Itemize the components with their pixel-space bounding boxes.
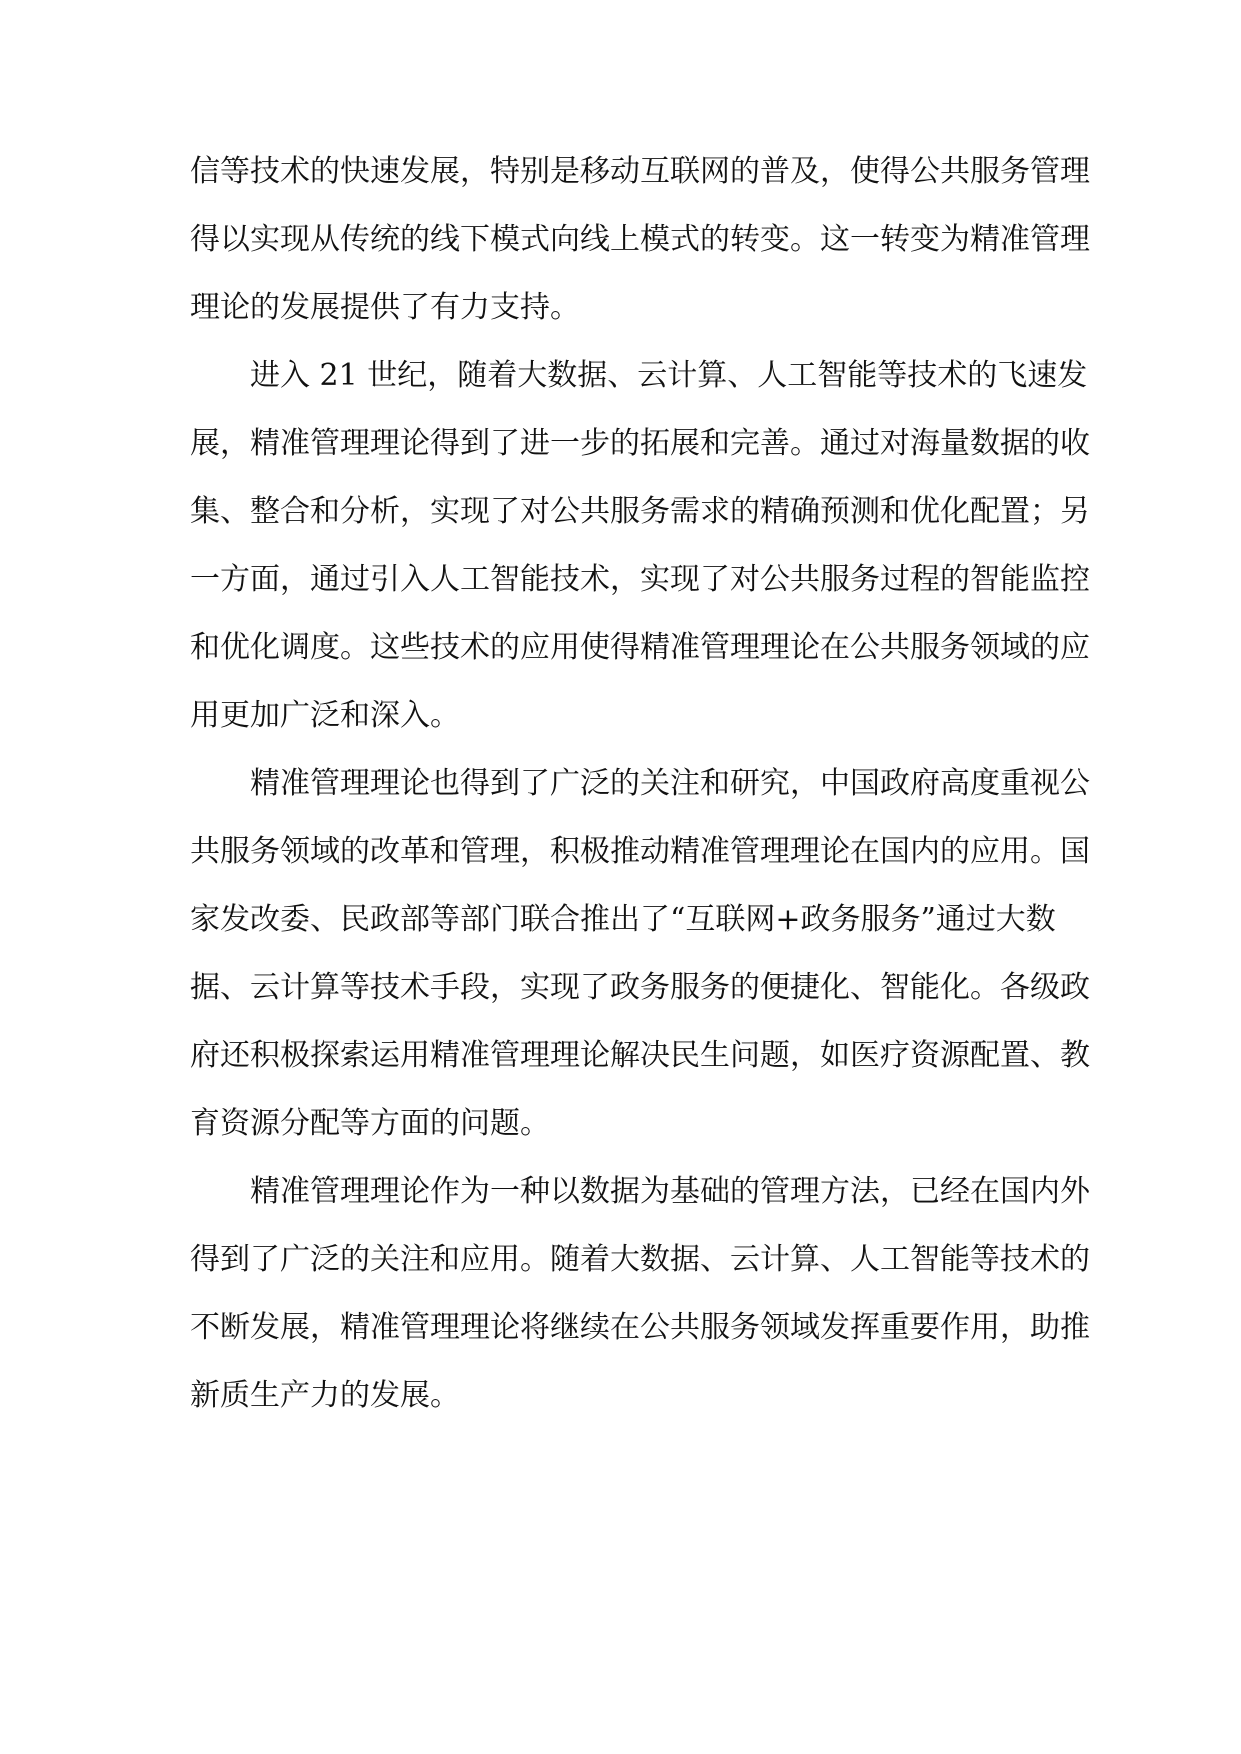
- text-line: 家发改委、民政部等部门联合推出了“互联网+政务服务”通过大数: [190, 902, 1056, 937]
- text-line: 用更加广泛和深入。: [190, 698, 460, 733]
- text-line: 展，精准管理理论得到了进一步的拓展和完善。通过对海量数据的收: [190, 426, 1090, 461]
- paragraph-2: [190, 342, 1090, 750]
- text-line: 不断发展，精准管理理论将继续在公共服务领域发挥重要作用，助推: [190, 1310, 1090, 1345]
- text-line: 和优化调度。这些技术的应用使得精准管理理论在公共服务领域的应: [190, 630, 1090, 665]
- text-line: 理论的发展提供了有力支持。: [190, 290, 580, 325]
- text-line: 信等技术的快速发展，特别是移动互联网的普及，使得公共服务管理: [190, 154, 1090, 189]
- paragraph-4: [190, 1158, 1090, 1430]
- text-line: 进入 21 世纪，随着大数据、云计算、人工智能等技术的飞速发: [250, 358, 1088, 393]
- text-line: 新质生产力的发展。: [190, 1378, 460, 1413]
- document-body: [190, 138, 1090, 1430]
- text-line: 共服务领域的改革和管理，积极推动精准管理理论在国内的应用。国: [190, 834, 1090, 869]
- text-line: 得到了广泛的关注和应用。随着大数据、云计算、人工智能等技术的: [190, 1242, 1090, 1277]
- paragraph-1: [190, 138, 1090, 342]
- text-line: 一方面，通过引入人工智能技术，实现了对公共服务过程的智能监控: [190, 562, 1090, 597]
- text-line: 集、整合和分析，实现了对公共服务需求的精确预测和优化配置；另: [190, 494, 1090, 529]
- text-line: 精准管理理论作为一种以数据为基础的管理方法，已经在国内外: [250, 1174, 1090, 1209]
- text-line: 得以实现从传统的线下模式向线上模式的转变。这一转变为精准管理: [190, 222, 1090, 257]
- text-line: 精准管理理论也得到了广泛的关注和研究，中国政府高度重视公: [250, 766, 1090, 801]
- text-line: 府还积极探索运用精准管理理论解决民生问题，如医疗资源配置、教: [190, 1038, 1090, 1073]
- text-line: 据、云计算等技术手段，实现了政务服务的便捷化、智能化。各级政: [190, 970, 1090, 1005]
- paragraph-3: [190, 750, 1090, 1158]
- text-line: 育资源分配等方面的问题。: [190, 1106, 550, 1141]
